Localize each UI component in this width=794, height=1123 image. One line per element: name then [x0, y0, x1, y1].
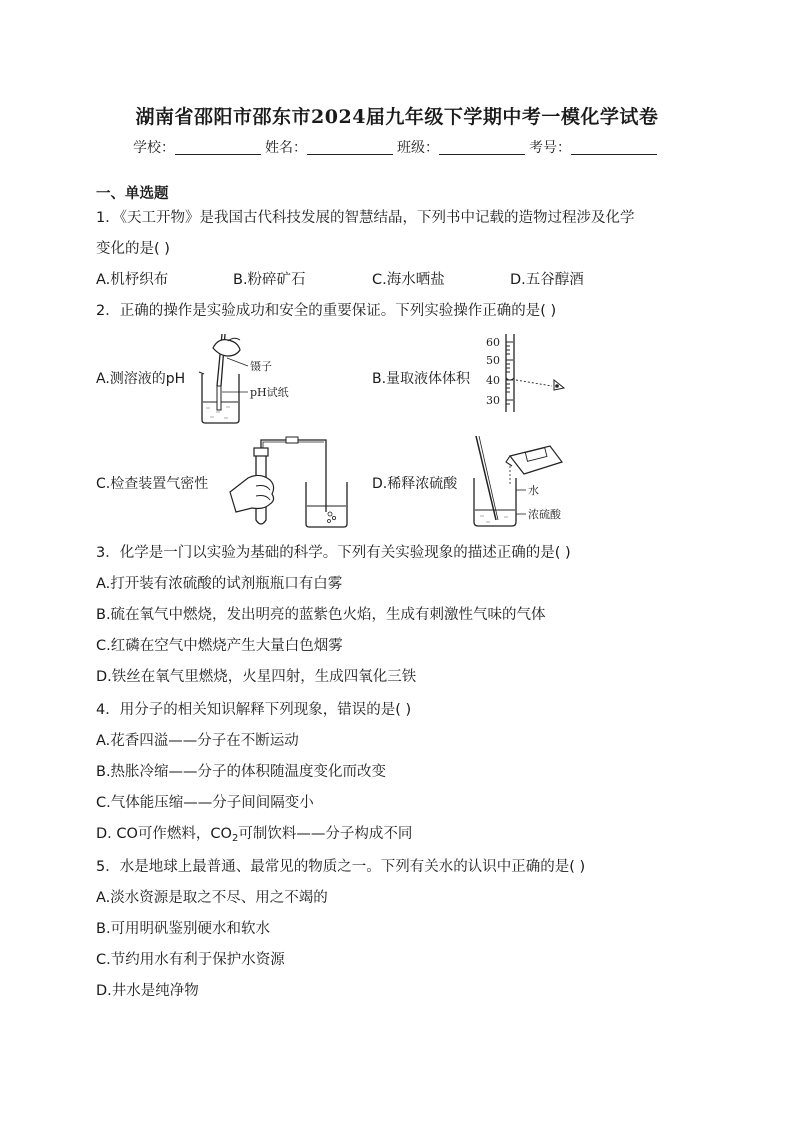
q1-option-a: A.机杼织布	[96, 272, 169, 288]
school-label: 学校：	[133, 140, 175, 156]
q2-stem: 2．正确的操作是实验成功和安全的重要保证。下列实验操作正确的是( )	[96, 303, 557, 319]
q3-option-c: C.红磷在空气中燃烧产生大量白色烟雾	[96, 638, 343, 654]
q3-stem: 3．化学是一门以实验为基础的科学。下列有关实验现象的描述正确的是( )	[96, 545, 571, 561]
q1-option-b: B.粉碎矿石	[233, 272, 306, 288]
q5-stem: 5．水是地球上最普通、最常见的物质之一。下列有关水的认识中正确的是( )	[96, 859, 586, 875]
q1-option-d: D.五谷醇酒	[510, 272, 584, 288]
q2-option-c-label: C.检查装置气密性	[96, 476, 209, 492]
q4-option-d-pre: D. CO可作燃料，	[96, 826, 211, 842]
ph-paper-label: pH试纸	[250, 386, 289, 399]
exam-number-blank	[571, 140, 657, 155]
q2-option-b-label: B.量取液体体积	[372, 371, 471, 387]
student-info-row	[0, 137, 794, 157]
class-blank	[439, 140, 525, 155]
q1-stem-line2: 变化的是( )	[96, 241, 170, 257]
tick-40: 40	[486, 374, 500, 387]
q5-option-d: D.井水是纯净物	[96, 983, 199, 999]
conc-acid-label: 浓硫酸	[528, 508, 561, 521]
q4-option-a: A.花香四溢——分子在不断运动	[96, 733, 299, 749]
tick-50: 50	[486, 354, 500, 367]
q1-option-c: C.海水晒盐	[372, 272, 445, 288]
q4-stem: 4．用分子的相关知识解释下列现象，错误的是( )	[96, 702, 412, 718]
q4-option-c: C.气体能压缩——分子间间隔变小	[96, 795, 314, 811]
class-label: 班级：	[397, 140, 439, 156]
co2-formula: $CO_2$	[210, 826, 239, 844]
dilute-sulfuric-acid-figure	[470, 432, 580, 532]
q5-option-b: B.可用明矾鉴别硬水和软水	[96, 921, 271, 937]
q4-option-b: B.热胀冷缩——分子的体积随温度变化而改变	[96, 764, 387, 780]
name-label: 姓名：	[265, 140, 307, 156]
q2-option-a-label: A.测溶液的pH	[96, 371, 186, 387]
q1-stem-line1: 1．《天工开物》是我国古代科技发展的智慧结晶，下列书中记载的造物过程涉及化学	[96, 210, 635, 226]
water-label: 水	[528, 484, 539, 497]
page-title: 湖南省邵阳市邵东市2024届九年级下学期中考一模化学试卷	[135, 106, 659, 128]
tick-60: 60	[486, 336, 500, 349]
q3-option-b: B.硫在氧气中燃烧，发出明亮的蓝紫色火焰，生成有刺激性气味的气体	[96, 607, 546, 623]
q3-option-d: D.铁丝在氧气里燃烧，火星四射，生成四氧化三铁	[96, 669, 417, 685]
graduated-cylinder-figure	[484, 334, 574, 414]
q5-option-a: A.淡水资源是取之不尽、用之不竭的	[96, 890, 328, 906]
tweezers-label: 镊子	[250, 360, 272, 373]
q4-option-d	[96, 822, 412, 844]
section-heading: 一、单选题	[96, 186, 169, 202]
ph-test-figure	[196, 330, 306, 425]
exam-number-label: 考号：	[529, 140, 571, 156]
q3-option-a: A.打开装有浓硫酸的试剂瓶瓶口有白雾	[96, 576, 343, 592]
school-blank	[175, 140, 261, 155]
name-blank	[307, 140, 393, 155]
q5-option-c: C.节约用水有利于保护水资源	[96, 952, 285, 968]
airtightness-check-figure	[226, 432, 356, 532]
q4-option-d-post: 可制饮料——分子构成不同	[238, 826, 413, 842]
q2-option-d-label: D.稀释浓硫酸	[372, 476, 458, 492]
tick-30: 30	[486, 394, 500, 407]
